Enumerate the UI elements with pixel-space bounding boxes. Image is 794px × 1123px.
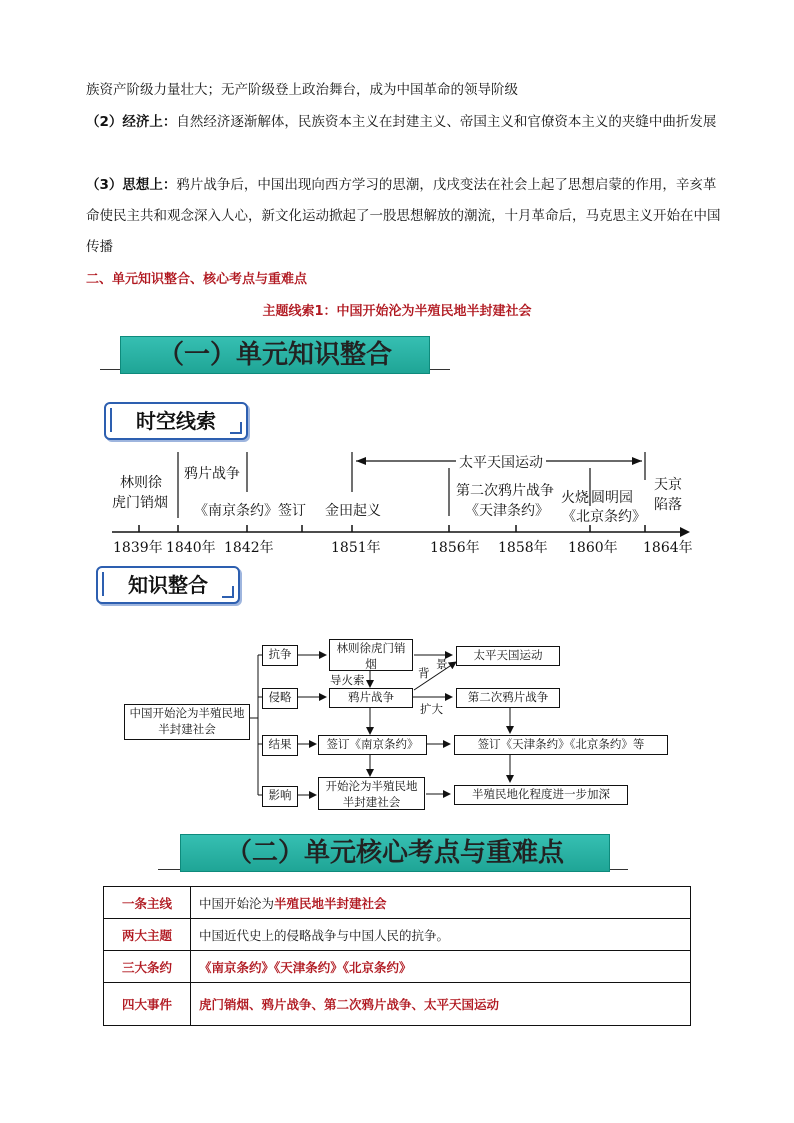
table-value-highlight: 虎门销烟、鸦片战争、第二次鸦片战争、太平天国运动: [199, 997, 500, 1012]
timeline-ticks: [139, 525, 645, 532]
flow-box-linzexu: 林则徐虎门销烟: [329, 639, 413, 671]
politics-tail-text: 族资产阶级力量壮大；无产阶级登上政治舞台，成为中国革命的领导阶级: [86, 82, 518, 98]
tag-knowledge-label: 知识整合: [128, 573, 208, 597]
timeline-event-fire: 火烧: [561, 490, 589, 506]
flow-category-invade: 侵略: [262, 688, 298, 709]
timeline-event-humen: 虎门销烟: [112, 495, 168, 511]
timeline-year: 1858年: [498, 540, 548, 556]
flow-label-expand: 扩大: [420, 702, 443, 716]
timeline-event-tianjing: 天京: [654, 477, 682, 493]
timeline-year: 1851年: [331, 540, 381, 556]
table-value-highlight: 《南京条约》《天津条约》《北京条约》: [199, 959, 412, 975]
tag-corner-decoration: [102, 572, 110, 596]
flow-box-begin: 开始沦为半殖民地半封建社会: [318, 777, 425, 810]
banner-knowledge-integration: （一）单元知识整合: [120, 336, 430, 374]
flow-label-bei: 背: [418, 666, 430, 680]
table-row: [104, 919, 691, 951]
table-value-plain: 中国近代史上的侵略战争与中国人民的抗争。: [199, 927, 450, 943]
tag-timeline-label: 时空线索: [136, 409, 216, 433]
table-row: [104, 887, 691, 919]
timeline-year: 1840年: [166, 540, 216, 556]
timeline-event-second-opium-war: 第二次鸦片战争: [456, 483, 554, 499]
timeline-year: 1860年: [568, 540, 618, 556]
flow-box-opium-war: 鸦片战争: [329, 688, 413, 708]
table-value: [191, 919, 691, 951]
timeline-year: 1856年: [430, 540, 480, 556]
timeline-event-opium-war: 鸦片战争: [184, 466, 240, 482]
table-key: 一条主线: [104, 887, 191, 919]
timeline-event-nanjing-treaty: 《南京条约》签订: [194, 503, 306, 519]
table-row: [104, 983, 691, 1026]
flow-box-taiping: 太平天国运动: [456, 646, 560, 666]
timeline-year: 1842年: [224, 540, 274, 556]
flow-connectors: [249, 655, 510, 795]
flow-category-resist: 抗争: [262, 645, 298, 666]
flow-box-second-war: 第二次鸦片战争: [456, 688, 560, 708]
table-key: 两大主题: [104, 919, 191, 951]
flow-label-jing: 景: [436, 657, 448, 671]
flow-label-fuse: 导火索: [330, 673, 365, 687]
timeline-event-tianjin-treaty: 《天津条约》: [465, 503, 549, 519]
thought-label: （3）思想上：: [86, 177, 177, 193]
table-key: 三大条约: [104, 951, 191, 983]
table-value: [191, 983, 691, 1026]
tag-knowledge: [96, 566, 240, 604]
section-title: 二、单元知识整合、核心考点与重难点: [86, 272, 308, 287]
timeline-axis-arrow: [680, 527, 690, 537]
flow-category-result: 结果: [262, 735, 298, 756]
table-value-plain: 中国开始沦为: [199, 895, 275, 911]
economy-label: （2）经济上：: [86, 114, 177, 130]
timeline-event-beijing-treaty: 《北京条约》: [562, 509, 646, 525]
timeline-event-yuanmingyuan: 圆明园: [591, 490, 633, 506]
timeline-event-fall: 陷落: [654, 497, 682, 513]
flow-category-effect: 影响: [262, 786, 298, 807]
flow-box-nanjing: 签订《南京条约》: [318, 735, 427, 755]
flow-box-treaties: 签订《天津条约》《北京条约》等: [454, 735, 668, 755]
timeline-year: 1864年: [643, 540, 693, 556]
table-value: [191, 887, 691, 919]
economy-text: 自然经济逐渐解体，民族资本主义在封建主义、帝国主义和官僚资本主义的夹缝中曲折发展: [176, 114, 717, 130]
banner-core-points: （二）单元核心考点与重难点: [180, 834, 610, 872]
timeline-event-taiping: 太平天国运动: [456, 452, 546, 472]
core-points-table: [103, 886, 691, 1026]
timeline-event-jintian: 金田起义: [325, 503, 381, 519]
flow-box-deepen: 半殖民地化程度进一步加深: [454, 785, 628, 805]
table-row: [104, 951, 691, 983]
table-value: [191, 951, 691, 983]
thought-text: 鸦片战争后，中国出现向西方学习的思潮，戊戌变法在社会上起了思想启蒙的作用，辛亥革命使民主共和观念深入人心，新文化运动掀起了一股思想解放的潮流，十月革命后，马克思主义开始在中国传播: [86, 177, 721, 255]
tag-corner-decoration: [222, 586, 234, 598]
timeline-event-linzexu: 林则徐: [120, 475, 162, 491]
theme-title: 主题线索1：中国开始沦为半殖民地半封建社会: [262, 304, 532, 319]
table-value-highlight: 半殖民地半封建社会: [274, 895, 387, 911]
flow-center-box: 中国开始沦为半殖民地半封建社会: [124, 704, 250, 740]
timeline-year: 1839年: [113, 540, 163, 556]
table-key: 四大事件: [104, 983, 191, 1026]
